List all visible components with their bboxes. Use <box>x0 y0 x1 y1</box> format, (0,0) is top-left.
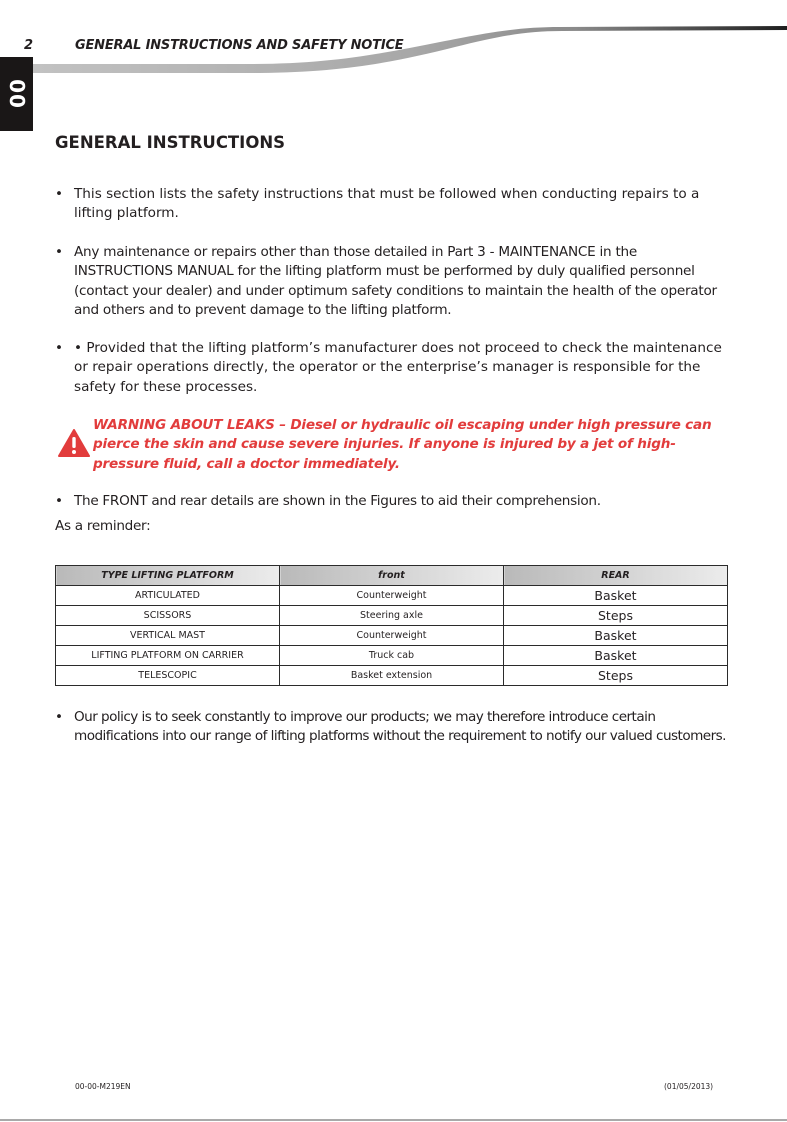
cell-front: Steering axle <box>280 606 504 626</box>
cell-type: TELESCOPIC <box>56 666 280 686</box>
table-row <box>56 626 728 646</box>
bullet-item <box>55 185 731 224</box>
bullet-text: Any maintenance or repairs other than those detailed in Part 3 - MAINTENANCE in the INSTRUCTIONS MANUAL for the lifting platform must be performed by duly qualified personnel (contact your dealer) and under optimum safety conditions to maintain the health of the operator and others and to prevent damage to the lifting platform. <box>74 244 717 318</box>
table-row <box>56 666 728 686</box>
column-header-rear: REAR <box>504 566 728 586</box>
cell-type: SCISSORS <box>56 606 280 626</box>
bullet-marker: • <box>55 244 64 260</box>
cell-type: VERTICAL MAST <box>56 626 280 646</box>
platform-front-rear-table <box>55 565 728 686</box>
cell-front: Counterweight <box>280 626 504 646</box>
cell-rear: Steps <box>504 606 728 626</box>
cell-rear: Basket <box>504 626 728 646</box>
section-title: GENERAL INSTRUCTIONS <box>55 133 286 152</box>
table-row <box>56 586 728 606</box>
cell-type: ARTICULATED <box>56 586 280 606</box>
cell-rear: Basket <box>504 586 728 606</box>
bullet-item <box>55 492 731 511</box>
cell-front: Counterweight <box>280 586 504 606</box>
cell-type: LIFTING PLATFORM ON CARRIER <box>56 646 280 666</box>
bullet-text: • Provided that the lifting platform’s manufacturer does not proceed to check the maintenance or repair operations directly, the operator or the enterprise’s manager is responsible for the safety for these processes. <box>74 340 722 395</box>
cell-rear: Steps <box>504 666 728 686</box>
footer-divider <box>0 1119 787 1121</box>
table-header-row <box>56 566 728 586</box>
leak-warning <box>58 416 732 474</box>
document-date: (01/05/2013) <box>664 1082 714 1091</box>
chapter-tab <box>0 57 33 131</box>
reminder-label: As a reminder: <box>55 518 151 534</box>
bullet-marker: • <box>55 493 64 509</box>
column-header-type: TYPE LIFTING PLATFORM <box>56 566 280 586</box>
chapter-tab-label: 00 <box>4 79 29 109</box>
cell-front: Basket extension <box>280 666 504 686</box>
warning-text: WARNING ABOUT LEAKS – Diesel or hydraulic oil escaping under high pressure can pierce the skin and cause severe injuries. If anyone is injured by a jet of high-pressure fluid, call a doctor immediately. <box>93 417 712 472</box>
bullet-item <box>55 708 731 747</box>
page-number: 2 <box>24 38 34 53</box>
column-header-front: front <box>280 566 504 586</box>
bullet-item <box>55 339 731 397</box>
bullet-text: Our policy is to seek constantly to improve our products; we may therefore introduce certain modifications into our range of lifting platforms without the requirement to notify our valued customers. <box>74 709 726 745</box>
bullet-marker: • <box>55 340 64 356</box>
bullet-item <box>55 243 731 320</box>
bullet-marker: • <box>55 186 64 202</box>
bullet-marker: • <box>55 709 64 725</box>
bullet-text: The FRONT and rear details are shown in the Figures to aid their comprehension. <box>74 493 601 509</box>
cell-rear: Basket <box>504 646 728 666</box>
table-row <box>56 646 728 666</box>
running-header-title: GENERAL INSTRUCTIONS AND SAFETY NOTICE <box>75 38 404 53</box>
table-row <box>56 606 728 626</box>
warning-triangle-icon <box>58 428 90 458</box>
bullet-text: This section lists the safety instructions that must be followed when conducting repairs to a lifting platform. <box>74 186 700 222</box>
document-code: 00-00-M219EN <box>75 1082 131 1091</box>
cell-front: Truck cab <box>280 646 504 666</box>
